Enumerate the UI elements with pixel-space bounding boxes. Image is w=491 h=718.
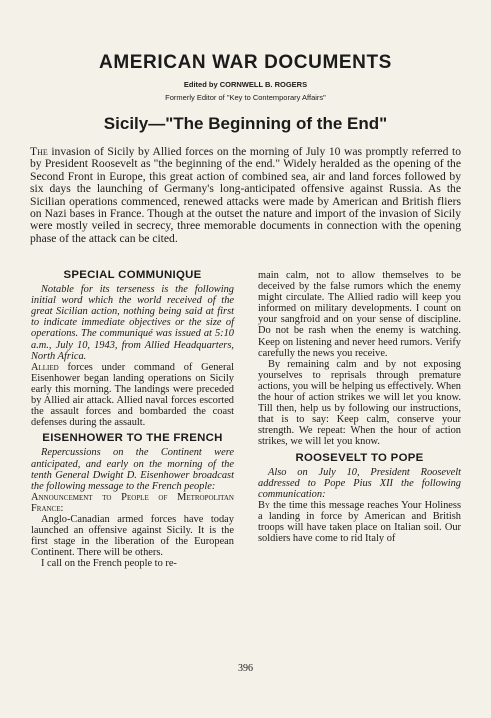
eisenhower-paragraph-2: I call on the French people to re- <box>41 558 177 570</box>
left-column <box>31 270 234 569</box>
eisenhower-continued-1: main calm, not to allow themselves to be deceived by the false rumors which the enemy might circulate. The Allied radio will keep you informed on military developments. I count on your sangfroid and on your sense of discipline. Do not be rash when the enemy is watching. Keep on listening and never heed rumors. Verify carefully the news you receive. <box>258 270 461 359</box>
communique-text: forces under command of General Eisenhower began landing operations on Sicily early this morning. The landings were preceded by Allied air attack. Allied naval forces escorted the assault forces and bombarded the coast defenses during the assault. <box>31 361 234 429</box>
communique-lead: Allied <box>31 361 59 373</box>
editor-line: Edited by CORNWELL B. ROGERS <box>183 80 308 89</box>
eisenhower-announcement-lead: Announcement to People of Metropolitan France: <box>31 491 234 514</box>
communique-body <box>31 362 234 429</box>
former-editor-line: Formerly Editor of "Key to Contemporary Affairs" <box>165 93 326 102</box>
series-title: AMERICAN WAR DOCUMENTS <box>99 52 392 73</box>
page-number: 396 <box>238 663 253 674</box>
roosevelt-body <box>258 500 461 544</box>
roosevelt-lead: By <box>258 499 270 511</box>
eisenhower-continued-2: By remaining calm and by not exposing yourselves to reprisals through premature actions, you will be helping us effectively. When the hour of action strikes we will let you know. Till then, help us by following our instructions, that is to say: Keep calm, conserve your strength. We repeat: When the hour of action strikes, we will let you know. <box>258 358 461 448</box>
section-heading-eisenhower: EISENHOWER TO THE FRENCH <box>42 432 223 445</box>
article-title: Sicily—"The Beginning of the End" <box>103 114 388 133</box>
right-column <box>258 270 461 544</box>
section-heading-communique: SPECIAL COMMUNIQUE <box>63 269 202 281</box>
eisenhower-paragraph-1: Anglo-Canadian armed forces have today launched an offensive against Sicily. It is the first stage in the liberation of the European Continent. There will be others. <box>31 513 234 559</box>
section-heading-roosevelt: ROOSEVELT TO POPE <box>295 451 424 464</box>
intro-lead: The <box>30 145 48 158</box>
communique-note: Notable for its terseness is the following initial word which the world received of the great Sicilian action, nothing being said at first to indicate immediate objectives or the size of operations. The communiqué was issued at 5:10 a.m., July 10, 1943, from Allied Headquarters, North Africa. <box>31 284 234 362</box>
intro-paragraph <box>30 146 461 245</box>
roosevelt-text: the time this message reaches Your Holiness a landing in force by American and British troops will have taken place on Italian soil. Our soldiers have come to rid Italy of <box>258 499 461 545</box>
roosevelt-note: Also on July 10, President Roosevelt addressed to Pope Pius XII the following communication: <box>258 466 461 500</box>
eisenhower-note: Repercussions on the Continent were anticipated, and early on the morning of the tenth General Dwight D. Eisenhower broadcast the following message to the French people: <box>31 447 234 492</box>
intro-text: invasion of Sicily by Allied forces on the morning of July 10 was promptly referred to by President Roosevelt as "the beginning of the end." Widely heralded as the opening of the Second Front in Europe, this great action of combined sea, air and land forces followed by six days the launching of Germany's long-anticipated offensive against Russia. As the Sicilian operations commenced, renewed attacks were made by American and British fliers on Nazi bases in France. Though at the outset the nature and import of the invasion of Sicily were mostly veiled in secrecy, three memorable documents in connection with the opening phase of the attack can be cited. <box>30 145 461 245</box>
